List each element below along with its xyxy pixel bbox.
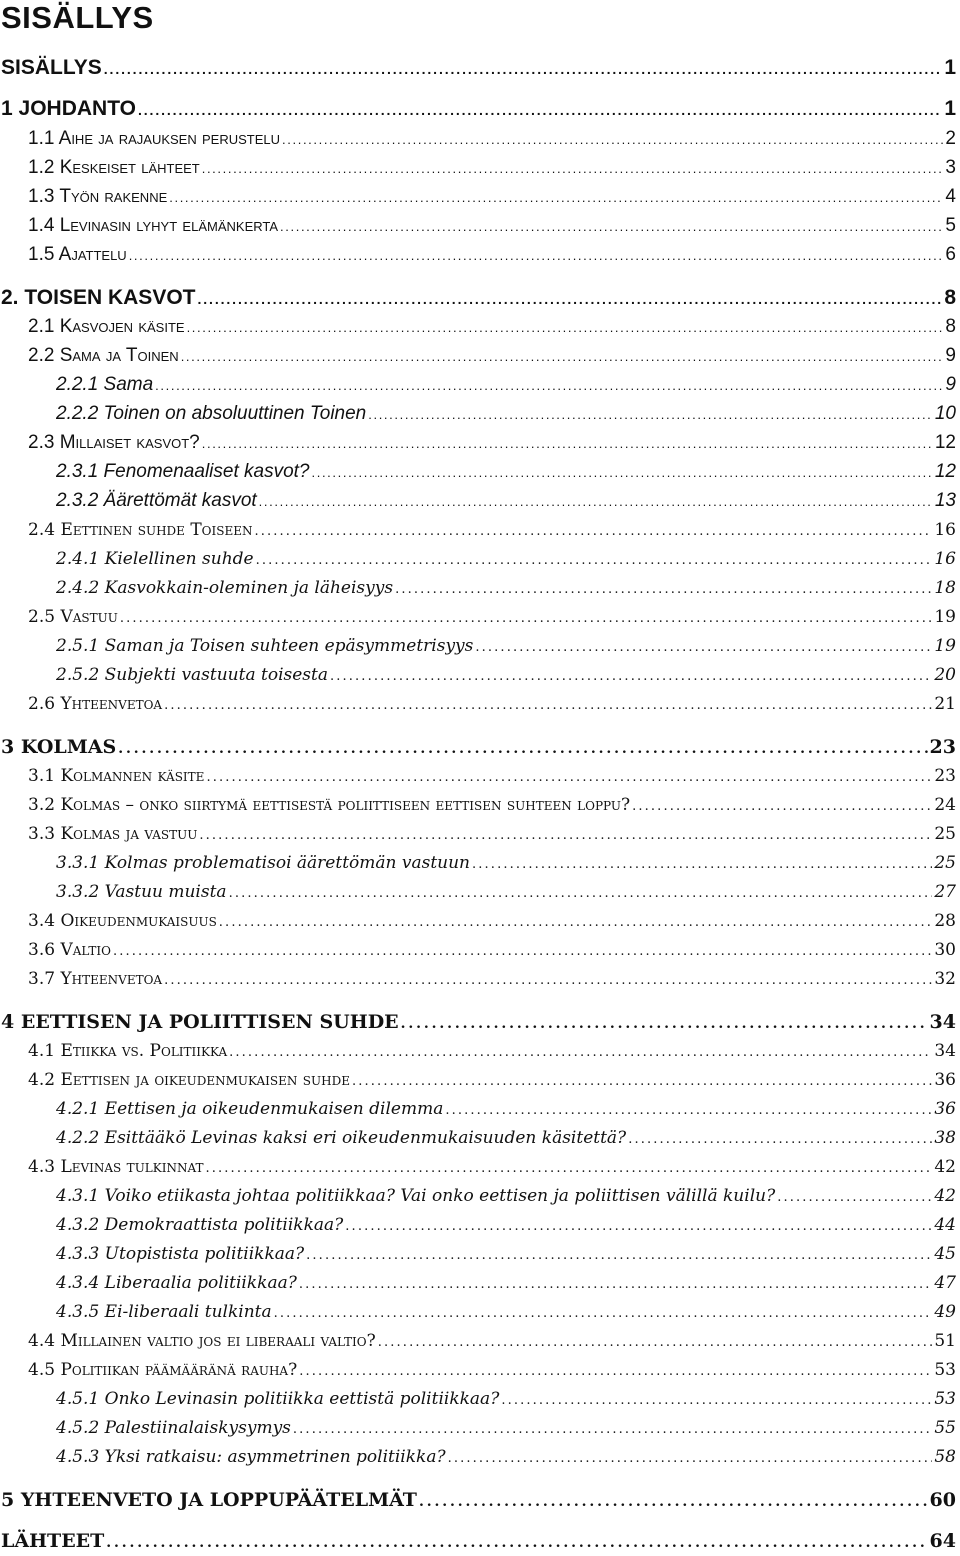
toc-entry-page-number: 1 (944, 56, 956, 79)
toc-entry-label: 4.1 Etiikka vs. Politiikka (28, 1041, 228, 1061)
dot-leader (280, 212, 943, 241)
toc-entry-page-number: 19 (934, 607, 956, 627)
toc-entry[interactable] (28, 182, 956, 212)
page-title: SISÄLLYS (1, 0, 154, 35)
dot-leader (256, 546, 933, 574)
toc-entry-label: 2.4 Eettinen suhde Toiseen (28, 520, 253, 540)
toc-entry[interactable] (56, 1384, 956, 1414)
toc-entry[interactable] (1, 53, 956, 83)
dot-leader (169, 183, 943, 212)
dot-leader (259, 487, 933, 516)
dot-leader (330, 662, 932, 690)
dot-leader (378, 1328, 933, 1356)
toc-entry-label: 4.3.4 Liberaalia politiikkaa? (56, 1273, 297, 1293)
toc-entry[interactable] (56, 631, 956, 661)
toc-entry-label: 1.2 Keskeiset lähteet (28, 157, 200, 178)
toc-entry[interactable] (56, 544, 956, 574)
dot-leader (445, 1096, 932, 1124)
toc-entry-page-number: 23 (929, 736, 956, 758)
toc-entry[interactable] (28, 761, 956, 791)
toc-entry-page-number: 34 (934, 1041, 956, 1061)
toc-entry[interactable] (1, 732, 956, 762)
toc-entry[interactable] (28, 312, 956, 342)
dot-leader (138, 95, 942, 124)
toc-entry-page-number: 23 (934, 766, 956, 786)
toc-entry-page-number: 18 (934, 578, 956, 598)
toc-entry-page-number: 53 (934, 1389, 956, 1409)
toc-entry-page-number: 20 (934, 665, 956, 685)
toc-entry-label: 3.1 Kolmannen käsite (28, 766, 205, 786)
toc-entry-label: 3.7 Yhteenvetoa (28, 969, 163, 989)
dot-leader (155, 371, 943, 400)
toc-entry-label: 2. TOISEN KASVOT (1, 286, 196, 309)
dot-leader (306, 1241, 932, 1269)
toc-entry[interactable] (56, 573, 956, 603)
toc-entry-label: 4.5.3 Yksi ratkaisu: asymmetrinen politiikka? (56, 1447, 446, 1467)
toc-entry[interactable] (28, 341, 956, 371)
toc-entry-label: LÄHTEET (1, 1530, 105, 1552)
toc-entry[interactable] (28, 1355, 956, 1385)
toc-entry[interactable] (56, 1239, 956, 1269)
toc-entry-label: 1 JOHDANTO (1, 97, 136, 120)
toc-entry[interactable] (28, 790, 956, 820)
toc-entry-label: 4.5.2 Palestiinalaiskysymys (56, 1418, 291, 1438)
toc-entry-label: 2.2.1 Sama (56, 374, 154, 395)
dot-leader (202, 429, 933, 458)
toc-entry-page-number: 5 (945, 215, 956, 236)
toc-entry-label: 4.2.2 Esittääkö Levinas kaksi eri oikeudenmukaisuuden käsitettä? (56, 1128, 627, 1148)
toc-entry-label: 1.5 Ajattelu (28, 244, 127, 265)
dot-leader (206, 1154, 933, 1182)
toc-entry-label: 2.4.2 Kasvokkain-oleminen ja läheisyys (56, 578, 394, 598)
toc-entry[interactable] (1, 1007, 956, 1037)
toc-entry-label: 2.5.2 Subjekti vastuuta toisesta (56, 665, 328, 685)
toc-entry-label: 4.2.1 Eettisen ja oikeudenmukaisen dilemma (56, 1099, 444, 1119)
toc-entry-label: 2.6 Yhteenvetoa (28, 694, 163, 714)
toc-entry-label: 4.3.5 Ei-liberaali tulkinta (56, 1302, 272, 1322)
dot-leader (501, 1386, 932, 1414)
toc-entry-label: 1.1 Aihe ja rajauksen perustelu (28, 128, 281, 149)
toc-entry[interactable] (56, 877, 956, 907)
dot-leader (129, 241, 944, 270)
toc-entry-label: 4.2 Eettisen ja oikeudenmukaisen suhde (28, 1070, 350, 1090)
toc-entry-label: 2.2 Sama ja Toinen (28, 345, 179, 366)
dot-leader (181, 342, 944, 371)
toc-entry[interactable] (1, 283, 956, 313)
dot-leader (164, 966, 932, 994)
toc-entry[interactable] (56, 457, 956, 487)
dot-leader (164, 691, 932, 719)
toc-entry[interactable] (28, 153, 956, 183)
toc-entry-page-number: 58 (934, 1447, 956, 1467)
toc-entry-label: 5 YHTEENVETO JA LOPPUPÄÄTELMÄT (1, 1489, 417, 1511)
toc-entry-page-number: 16 (934, 520, 956, 540)
dot-leader (274, 1299, 933, 1327)
toc-entry-label: 4.5.1 Onko Levinasin politiikka eettistä politiikkaa? (56, 1389, 500, 1409)
toc-entry-label: SISÄLLYS (1, 56, 102, 79)
toc-entry-label: 3.3 Kolmas ja vastuu (28, 824, 198, 844)
dot-leader (401, 1009, 928, 1037)
toc-entry[interactable] (56, 848, 956, 878)
toc-entry-page-number: 36 (934, 1099, 956, 1119)
dot-leader (104, 54, 943, 83)
toc-entry-page-number: 53 (934, 1360, 956, 1380)
toc-entry-page-number: 45 (934, 1244, 956, 1264)
toc-entry[interactable] (28, 1036, 956, 1066)
toc-entry-page-number: 60 (929, 1489, 956, 1511)
toc-entry[interactable] (1, 1485, 956, 1515)
dot-leader (299, 1357, 932, 1385)
toc-entry[interactable] (28, 1326, 956, 1356)
toc-entry-page-number: 30 (934, 940, 956, 960)
toc-entry-label: 3.4 Oikeudenmukaisuus (28, 911, 217, 931)
toc-entry-page-number: 32 (934, 969, 956, 989)
toc-entry-page-number: 16 (934, 549, 956, 569)
toc-entry-label: 3.2 Kolmas – onko siirtymä eettisestä poliittiseen eettisen suhteen loppu? (28, 795, 631, 815)
toc-entry-page-number: 42 (934, 1186, 956, 1206)
dot-leader (299, 1270, 933, 1298)
toc-entry-page-number: 8 (945, 316, 956, 337)
toc-entry-page-number: 44 (934, 1215, 956, 1235)
dot-leader (632, 792, 932, 820)
toc-entry[interactable] (28, 602, 956, 632)
toc-entry-page-number: 6 (945, 244, 956, 265)
dot-leader (395, 575, 932, 603)
dot-leader (202, 154, 944, 183)
toc-entry[interactable] (28, 935, 956, 965)
toc-entry[interactable] (28, 1065, 956, 1095)
toc-entry-label: 4.3.1 Voiko etiikasta johtaa politiikkaa? Vai onko eettisen ja poliittisen välillä kuilu? (56, 1186, 776, 1206)
toc-entry-label: 3 KOLMAS (1, 736, 117, 758)
dot-leader (282, 125, 943, 154)
toc-entry[interactable] (28, 515, 956, 545)
toc-entry-page-number: 34 (929, 1011, 956, 1033)
toc-entry-label: 1.4 Levinasin lyhyt elämänkerta (28, 215, 279, 236)
dot-leader (199, 821, 932, 849)
dot-leader (475, 633, 932, 661)
toc-entry-label: 2.2.2 Toinen on absoluuttinen Toinen (56, 403, 367, 424)
dot-leader (472, 850, 932, 878)
toc-entry[interactable] (28, 689, 956, 719)
toc-entry[interactable] (56, 1442, 956, 1472)
toc-entry-page-number: 28 (934, 911, 956, 931)
toc-entry-label: 2.4.1 Kielellinen suhde (56, 549, 254, 569)
toc-entry-page-number: 36 (934, 1070, 956, 1090)
dot-leader (118, 734, 927, 762)
toc-entry[interactable] (56, 486, 956, 516)
dot-leader (368, 400, 933, 429)
dot-leader (352, 1067, 932, 1095)
toc-entry-page-number: 38 (934, 1128, 956, 1148)
toc-entry-page-number: 42 (934, 1157, 956, 1177)
toc-entry[interactable] (56, 1413, 956, 1443)
toc-entry[interactable] (28, 906, 956, 936)
toc-entry-label: 2.3.2 Äärettömät kasvot (56, 490, 257, 511)
toc-entry-label: 4.3.3 Utopistista politiikkaa? (56, 1244, 305, 1264)
dot-leader (229, 879, 933, 907)
toc-entry-page-number: 4 (945, 186, 956, 207)
toc-entry-page-number: 8 (944, 286, 956, 309)
dot-leader (345, 1212, 932, 1240)
dot-leader (219, 908, 933, 936)
toc-entry[interactable] (56, 1297, 956, 1327)
toc-entry-label: 4.4 Millainen valtio jos ei liberaali valtio? (28, 1331, 376, 1351)
toc-entry-page-number: 47 (934, 1273, 956, 1293)
toc-entry-page-number: 25 (934, 853, 956, 873)
dot-leader (254, 517, 932, 545)
toc-entry-page-number: 55 (934, 1418, 956, 1438)
toc-entry-page-number: 24 (934, 795, 956, 815)
dot-leader (229, 1038, 932, 1066)
toc-entry-page-number: 64 (929, 1530, 956, 1552)
toc-entry-page-number: 13 (934, 490, 956, 511)
toc-entry-label: 4 EETTISEN JA POLIITTISEN SUHDE (1, 1011, 399, 1033)
toc-entry-page-number: 49 (934, 1302, 956, 1322)
toc-entry[interactable] (28, 819, 956, 849)
dot-leader (198, 284, 943, 313)
dot-leader (419, 1487, 928, 1515)
toc-entry-label: 2.5 Vastuu (28, 607, 118, 627)
toc-entry[interactable] (56, 1123, 956, 1153)
dot-leader (312, 458, 933, 487)
toc-entry[interactable] (28, 211, 956, 241)
toc-entry-page-number: 2 (945, 128, 956, 149)
toc-entry-label: 2.5.1 Saman ja Toisen suhteen epäsymmetrisyys (56, 636, 474, 656)
toc-entry-page-number: 12 (934, 461, 956, 482)
dot-leader (293, 1415, 932, 1443)
dot-leader (113, 937, 932, 965)
toc-entry-page-number: 51 (934, 1331, 956, 1351)
toc-entry-label: 3.3.2 Vastuu muista (56, 882, 227, 902)
toc-entry[interactable] (56, 370, 956, 400)
toc-entry[interactable] (56, 1210, 956, 1240)
toc-entry[interactable] (1, 94, 956, 124)
toc-entry[interactable] (56, 660, 956, 690)
toc-entry-label: 4.5 Politiikan päämääränä rauha? (28, 1360, 298, 1380)
toc-entry-label: 2.3 Millaiset kasvot? (28, 432, 200, 453)
toc-entry-label: 1.3 Työn rakenne (28, 186, 168, 207)
toc-entry[interactable] (56, 1181, 956, 1211)
toc-entry[interactable] (56, 1268, 956, 1298)
toc-entry-label: 3.6 Valtio (28, 940, 111, 960)
toc-entry-label: 2.1 Kasvojen käsite (28, 316, 185, 337)
toc-entry-page-number: 19 (934, 636, 956, 656)
toc-entry-label: 2.3.1 Fenomenaaliset kasvot? (56, 461, 310, 482)
toc-entry-label: 4.3 Levinas tulkinnat (28, 1157, 204, 1177)
toc-entry-page-number: 1 (944, 97, 956, 120)
toc-entry-page-number: 9 (945, 374, 956, 395)
dot-leader (120, 604, 933, 632)
dot-leader (206, 763, 932, 791)
toc-entry-page-number: 10 (934, 403, 956, 424)
toc-entry[interactable] (28, 240, 956, 270)
toc-entry-label: 4.3.2 Demokraattista politiikkaa? (56, 1215, 344, 1235)
toc-entry-page-number: 27 (934, 882, 956, 902)
dot-leader (448, 1444, 933, 1472)
dot-leader (187, 313, 944, 342)
dot-leader (628, 1125, 932, 1153)
toc-entry-page-number: 3 (945, 157, 956, 178)
toc-entry-label: 3.3.1 Kolmas problematisoi äärettömän vastuun (56, 853, 471, 873)
toc-entry[interactable] (56, 399, 956, 429)
toc-entry-page-number: 12 (934, 432, 956, 453)
toc-entry-page-number: 25 (934, 824, 956, 844)
toc-entry[interactable] (56, 1094, 956, 1124)
toc-entry[interactable] (28, 1152, 956, 1182)
toc-entry-page-number: 21 (934, 694, 956, 714)
toc-entry-page-number: 9 (945, 345, 956, 366)
dot-leader (777, 1183, 932, 1211)
toc-entry[interactable] (28, 124, 956, 154)
toc-entry[interactable] (28, 964, 956, 994)
toc-entry[interactable] (28, 428, 956, 458)
